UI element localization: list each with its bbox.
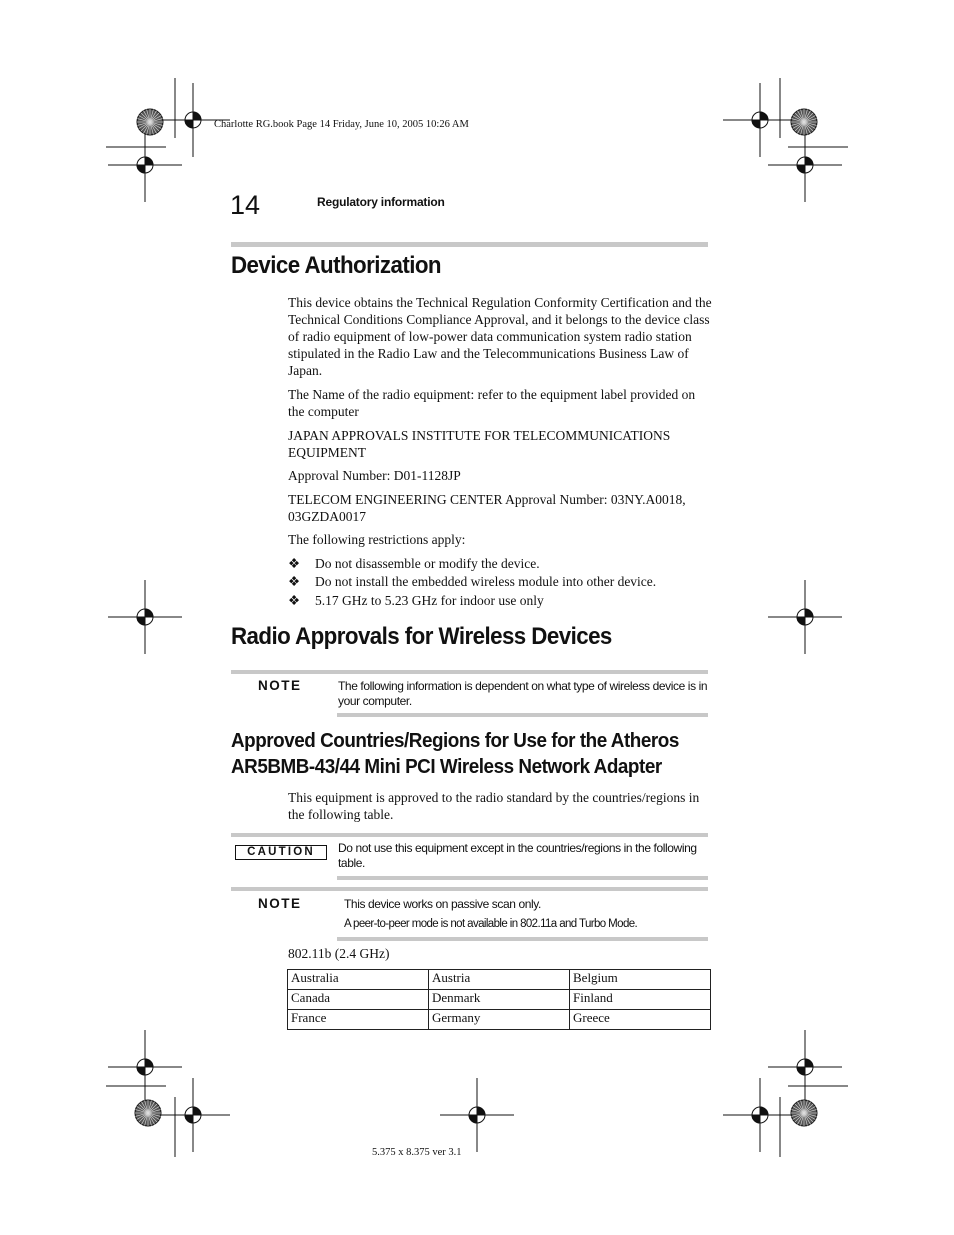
table-cell: Finland [570,990,711,1010]
paragraph: TELECOM ENGINEERING CENTER Approval Number: 03NY.A0018, 03GZDA0017 [288,492,686,524]
caution-rule-bottom [337,876,708,880]
paragraph: Approval Number: D01-1128JP [288,468,461,483]
caution-text: Do not use this equipment except in the countries/regions in the following table. [338,841,697,870]
registration-crosshair-icon [156,1078,230,1152]
note-rule-bottom [337,937,708,941]
registration-crosshair-icon [723,83,797,157]
list-item-text: 5.17 GHz to 5.23 GHz for indoor use only [315,593,544,608]
registration-rosette-icon [137,109,163,135]
table-cell: Austria [429,970,570,990]
registration-rosette-icon [135,1100,161,1126]
registration-crosshair-icon [768,128,842,202]
note-label: NOTE [258,678,302,693]
paragraph: This device obtains the Technical Regulation Conformity Certification and the Technical Conditions Compliance Approval, and it belongs to the device class of radio equipment of low-power data communication system radio station stipulated in the Radio Law and the Telecommunications Business Law of Japan. [288,295,712,378]
band-label: 802.11b (2.4 GHz) [288,946,390,961]
registration-crosshair-icon [440,1078,514,1152]
page-number: 14 [230,190,261,220]
countries-table [287,969,711,1030]
section-rule [231,242,708,247]
registration-crosshair-icon [723,1078,797,1152]
paragraph: The following restrictions apply: [288,532,466,547]
note-text: This device works on passive scan only. [344,897,541,911]
table-cell: France [288,1010,429,1030]
table-cell: Greece [570,1010,711,1030]
note-rule-top [231,670,708,674]
table-cell: Denmark [429,990,570,1010]
list-item-text: Do not disassemble or modify the device. [315,556,540,571]
registration-crosshair-icon [768,580,842,654]
note-rule-bottom [337,713,708,717]
heading-atheros-line2: AR5BMB-43/44 Mini PCI Wireless Network Adapter [231,755,662,778]
list-item [288,592,544,609]
bullet-diamond-icon: ❖ [288,556,301,571]
paragraph: This equipment is approved to the radio standard by the countries/regions in the following table. [288,790,700,822]
list-item [288,555,540,572]
note-text: The following information is dependent on what type of wireless device is in your computer. [338,679,708,708]
table-row [288,1010,711,1030]
paragraph: JAPAN APPROVALS INSTITUTE FOR TELECOMMUNICATIONS EQUIPMENT [288,428,671,460]
bullet-diamond-icon: ❖ [288,574,301,589]
registration-crosshair-icon [768,1030,842,1104]
table-cell: Canada [288,990,429,1010]
heading-device-authorization: Device Authorization [231,252,442,279]
running-head: Regulatory information [317,195,445,209]
caution-rule-top [231,833,708,837]
registration-rosette-icon [791,109,817,135]
heading-atheros-line1: Approved Countries/Regions for Use for the Atheros [231,729,679,752]
registration-crosshair-icon [108,128,182,202]
table-cell: Belgium [570,970,711,990]
paragraph: The Name of the radio equipment: refer to the equipment label provided on the computer [288,387,696,419]
slug-line: Charlotte RG.book Page 14 Friday, June 10, 2005 10:26 AM [214,119,469,130]
table-row [288,990,711,1010]
note-rule-top [231,887,708,891]
heading-radio-approvals: Radio Approvals for Wireless Devices [231,623,612,650]
caution-label: CAUTION [235,845,327,860]
table-cell: Australia [288,970,429,990]
registration-rosette-icon [791,1100,817,1126]
list-item-text: Do not install the embedded wireless module into other device. [315,574,657,589]
table-cell: Germany [429,1010,570,1030]
table-row [288,970,711,990]
registration-crosshair-icon [108,1030,182,1104]
list-item [288,573,656,590]
bullet-diamond-icon: ❖ [288,593,301,608]
note-text: A peer-to-peer mode is not available in 802.11a and Turbo Mode. [344,918,638,930]
note-label: NOTE [258,896,302,911]
registration-crosshair-icon [108,580,182,654]
footer-code: 5.375 x 8.375 ver 3.1 [372,1147,462,1158]
